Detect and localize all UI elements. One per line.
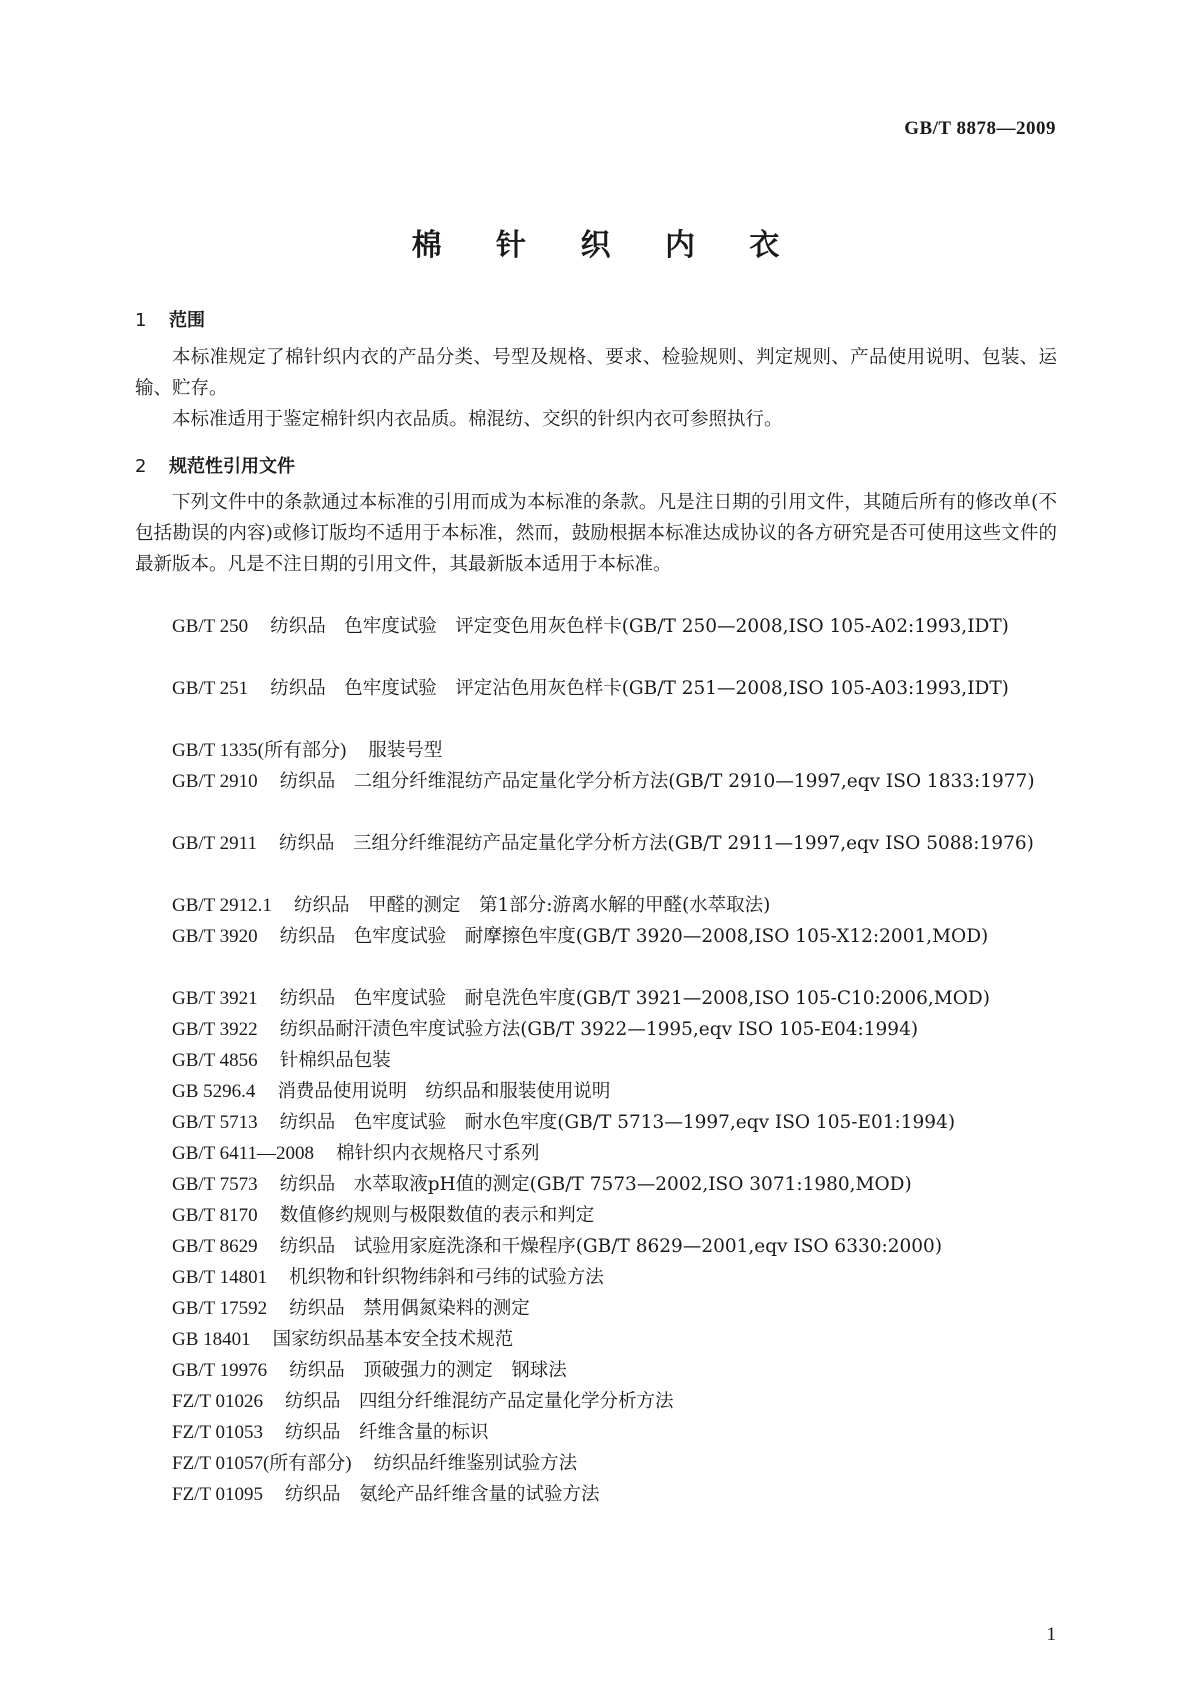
reference-code: GB/T 14801 bbox=[172, 1267, 268, 1288]
reference-title: 纺织品 试验用家庭洗涤和干燥程序(GB/T 8629—2001,eqv ISO 6330:2000) bbox=[279, 1236, 943, 1257]
reference-code: GB/T 2910 bbox=[172, 771, 258, 792]
reference-item bbox=[135, 1355, 1057, 1386]
reference-title: 消费品使用说明 纺织品和服装使用说明 bbox=[277, 1081, 611, 1102]
reference-item bbox=[135, 1200, 1057, 1231]
reference-title: 纺织品 纤维含量的标识 bbox=[284, 1422, 489, 1443]
reference-code: FZ/T 01095 bbox=[172, 1484, 263, 1505]
reference-item bbox=[135, 1045, 1057, 1076]
reference-title: 纺织品 三组分纤维混纺产品定量化学分析方法(GB/T 2911—1997,eqv ISO 5088:1976) bbox=[278, 833, 1034, 854]
reference-code: GB/T 2911 bbox=[172, 833, 257, 854]
reference-item bbox=[135, 766, 1057, 828]
section-1-number: 1 bbox=[135, 310, 147, 331]
reference-code: FZ/T 01053 bbox=[172, 1422, 263, 1443]
reference-code: GB/T 6411—2008 bbox=[172, 1143, 314, 1164]
reference-code: GB/T 7573 bbox=[172, 1174, 258, 1195]
reference-title: 服装号型 bbox=[368, 740, 443, 761]
reference-code: FZ/T 01026 bbox=[172, 1391, 263, 1412]
reference-item bbox=[135, 1107, 1057, 1138]
reference-code: FZ/T 01057(所有部分) bbox=[172, 1453, 352, 1474]
reference-title: 机织物和针织物纬斜和弓纬的试验方法 bbox=[289, 1267, 604, 1288]
reference-title: 纺织品 色牢度试验 评定变色用灰色样卡(GB/T 250—2008,ISO 105-A02:1993,IDT) bbox=[270, 616, 1009, 637]
section-2-intro: 下列文件中的条款通过本标准的引用而成为本标准的条款。凡是注日期的引用文件，其随后所有的修改单(不包括勘误的内容)或修订版均不适用于本标准，然而，鼓励根据本标准达成协议的各方研究是否可使用这些文件的最新版本。凡是不注日期的引用文件，其最新版本适用于本标准。 bbox=[135, 492, 1057, 575]
standard-number: GB/T 8878—2009 bbox=[904, 118, 1056, 139]
reference-title: 纺织品 禁用偶氮染料的测定 bbox=[289, 1298, 530, 1319]
reference-title: 纺织品 顶破强力的测定 钢球法 bbox=[289, 1360, 567, 1381]
reference-code: GB/T 3922 bbox=[172, 1019, 258, 1040]
reference-code: GB/T 1335(所有部分) bbox=[172, 740, 347, 761]
section-1-heading bbox=[135, 306, 205, 332]
section-1-paragraph-2: 本标准适用于鉴定棉针织内衣品质。棉混纺、交织的针织内衣可参照执行。 bbox=[172, 409, 783, 430]
reference-item bbox=[135, 1479, 1057, 1510]
reference-title: 纺织品 二组分纤维混纺产品定量化学分析方法(GB/T 2910—1997,eqv ISO 1833:1977) bbox=[279, 771, 1035, 792]
reference-item bbox=[135, 673, 1057, 735]
reference-item bbox=[135, 1417, 1057, 1448]
reference-item bbox=[135, 1014, 1057, 1045]
reference-item bbox=[135, 890, 1057, 921]
reference-item bbox=[135, 921, 1057, 983]
reference-title: 纺织品 甲醛的测定 第1部分:游离水解的甲醛(水萃取法) bbox=[293, 895, 771, 916]
page-number: 1 bbox=[1046, 1624, 1056, 1645]
reference-code: GB/T 8170 bbox=[172, 1205, 258, 1226]
section-1-title: 范围 bbox=[169, 310, 205, 331]
reference-title: 纺织品耐汗渍色牢度试验方法(GB/T 3922—1995,eqv ISO 105-E04:1994) bbox=[279, 1019, 919, 1040]
reference-title: 针棉织品包装 bbox=[279, 1050, 391, 1071]
reference-code: GB/T 3921 bbox=[172, 988, 258, 1009]
reference-code: GB 5296.4 bbox=[172, 1081, 256, 1102]
reference-item bbox=[135, 1169, 1057, 1200]
reference-item bbox=[135, 1138, 1057, 1169]
section-1-paragraph-1: 本标准规定了棉针织内衣的产品分类、号型及规格、要求、检验规则、判定规则、产品使用说明、包装、运输、贮存。 bbox=[135, 347, 1057, 399]
reference-title: 纺织品 四组分纤维混纺产品定量化学分析方法 bbox=[284, 1391, 674, 1412]
reference-title: 纺织品纤维鉴别试验方法 bbox=[373, 1453, 578, 1474]
reference-title: 国家纺织品基本安全技术规范 bbox=[272, 1329, 514, 1350]
reference-code: GB/T 19976 bbox=[172, 1360, 268, 1381]
reference-title: 纺织品 色牢度试验 评定沾色用灰色样卡(GB/T 251—2008,ISO 105-A03:1993,IDT) bbox=[270, 678, 1009, 699]
reference-list bbox=[135, 611, 1057, 1510]
reference-code: GB/T 17592 bbox=[172, 1298, 268, 1319]
reference-code: GB/T 5713 bbox=[172, 1112, 258, 1133]
reference-item bbox=[135, 828, 1057, 890]
reference-item bbox=[135, 1386, 1057, 1417]
reference-code: GB 18401 bbox=[172, 1329, 251, 1350]
reference-item bbox=[135, 1324, 1057, 1355]
reference-item bbox=[135, 1448, 1057, 1479]
section-2-number: 2 bbox=[135, 456, 147, 477]
reference-item bbox=[135, 1293, 1057, 1324]
reference-item bbox=[135, 1231, 1057, 1262]
reference-title: 数值修约规则与极限数值的表示和判定 bbox=[279, 1205, 595, 1226]
document-title: 棉 针 织 内 衣 bbox=[411, 228, 802, 263]
section-2-heading bbox=[135, 452, 295, 478]
section-2-title: 规范性引用文件 bbox=[169, 456, 295, 477]
reference-item bbox=[135, 1076, 1057, 1107]
reference-code: GB/T 8629 bbox=[172, 1236, 258, 1257]
reference-code: GB/T 251 bbox=[172, 678, 249, 699]
reference-title: 纺织品 水萃取液pH值的测定(GB/T 7573—2002,ISO 3071:1980,MOD) bbox=[279, 1174, 912, 1195]
reference-item bbox=[135, 735, 1057, 766]
reference-code: GB/T 3920 bbox=[172, 926, 258, 947]
reference-item bbox=[135, 983, 1057, 1014]
reference-item bbox=[135, 611, 1057, 673]
reference-item bbox=[135, 1262, 1057, 1293]
reference-title: 纺织品 色牢度试验 耐水色牢度(GB/T 5713—1997,eqv ISO 105-E01:1994) bbox=[279, 1112, 956, 1133]
reference-title: 纺织品 氨纶产品纤维含量的试验方法 bbox=[284, 1484, 600, 1505]
reference-code: GB/T 4856 bbox=[172, 1050, 258, 1071]
reference-title: 纺织品 色牢度试验 耐摩擦色牢度(GB/T 3920—2008,ISO 105-X12:2001,MOD) bbox=[279, 926, 989, 947]
reference-code: GB/T 2912.1 bbox=[172, 895, 272, 916]
reference-code: GB/T 250 bbox=[172, 616, 249, 637]
reference-title: 棉针织内衣规格尺寸系列 bbox=[335, 1143, 540, 1164]
reference-title: 纺织品 色牢度试验 耐皂洗色牢度(GB/T 3921—2008,ISO 105-C10:2006,MOD) bbox=[279, 988, 990, 1009]
